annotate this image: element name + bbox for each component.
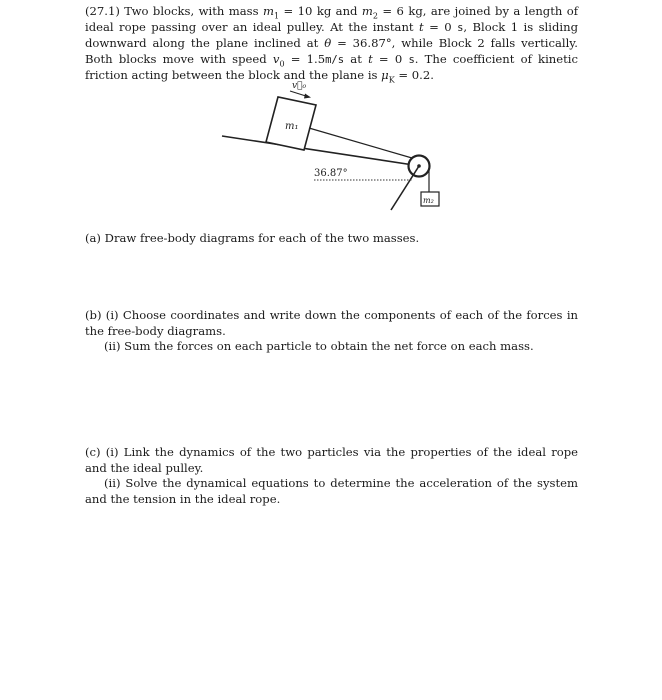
block-1-label: m₁ xyxy=(285,121,299,132)
incline-pulley-diagram xyxy=(0,0,662,230)
problem-statement: (27.1) Two blocks, with mass $m_1 = 10$ kg and $m_2 = 6$ kg, are joined by a length of ideal rope passing over an ideal pulley. At the instant t = 0 s, Block 1 is sliding downward along the plane inclined at θ = 36.87°, while Block 2 falls vertically. Both blocks move with speed $v_0 = 1.5m/s$ at t = 0 s. The coefficient of kinetic friction acting between the block and the plane is $\mu_K = 0.2$. xyxy=(85,4,579,85)
part-c-i: (c) (i) Link the dynamics of the two particles via the properties of the ideal rope and the ideal pulley. xyxy=(85,445,578,475)
velocity-label: v⃗₀ xyxy=(292,81,307,91)
angle-label: 36.87° xyxy=(314,168,348,179)
velocity-arrowhead xyxy=(304,94,311,99)
problem-number: (27.1) xyxy=(85,4,120,18)
part-b-i: (b) (i) Choose coordinates and write down the components of each of the forces in the free-body diagrams. xyxy=(85,308,578,338)
part-c-ii: (ii) Solve the dynamical equations to determine the acceleration of the system and the tension in the ideal rope. xyxy=(85,476,578,506)
part-a: (a) Draw free-body diagrams for each of the two masses. xyxy=(85,231,420,245)
rope-incline xyxy=(309,128,412,158)
pulley-bracket xyxy=(391,166,419,210)
block-2-label: m₂ xyxy=(423,196,434,205)
part-b-ii: (ii) Sum the forces on each particle to obtain the net force on each mass. xyxy=(104,339,534,353)
incline-plane xyxy=(222,136,420,166)
